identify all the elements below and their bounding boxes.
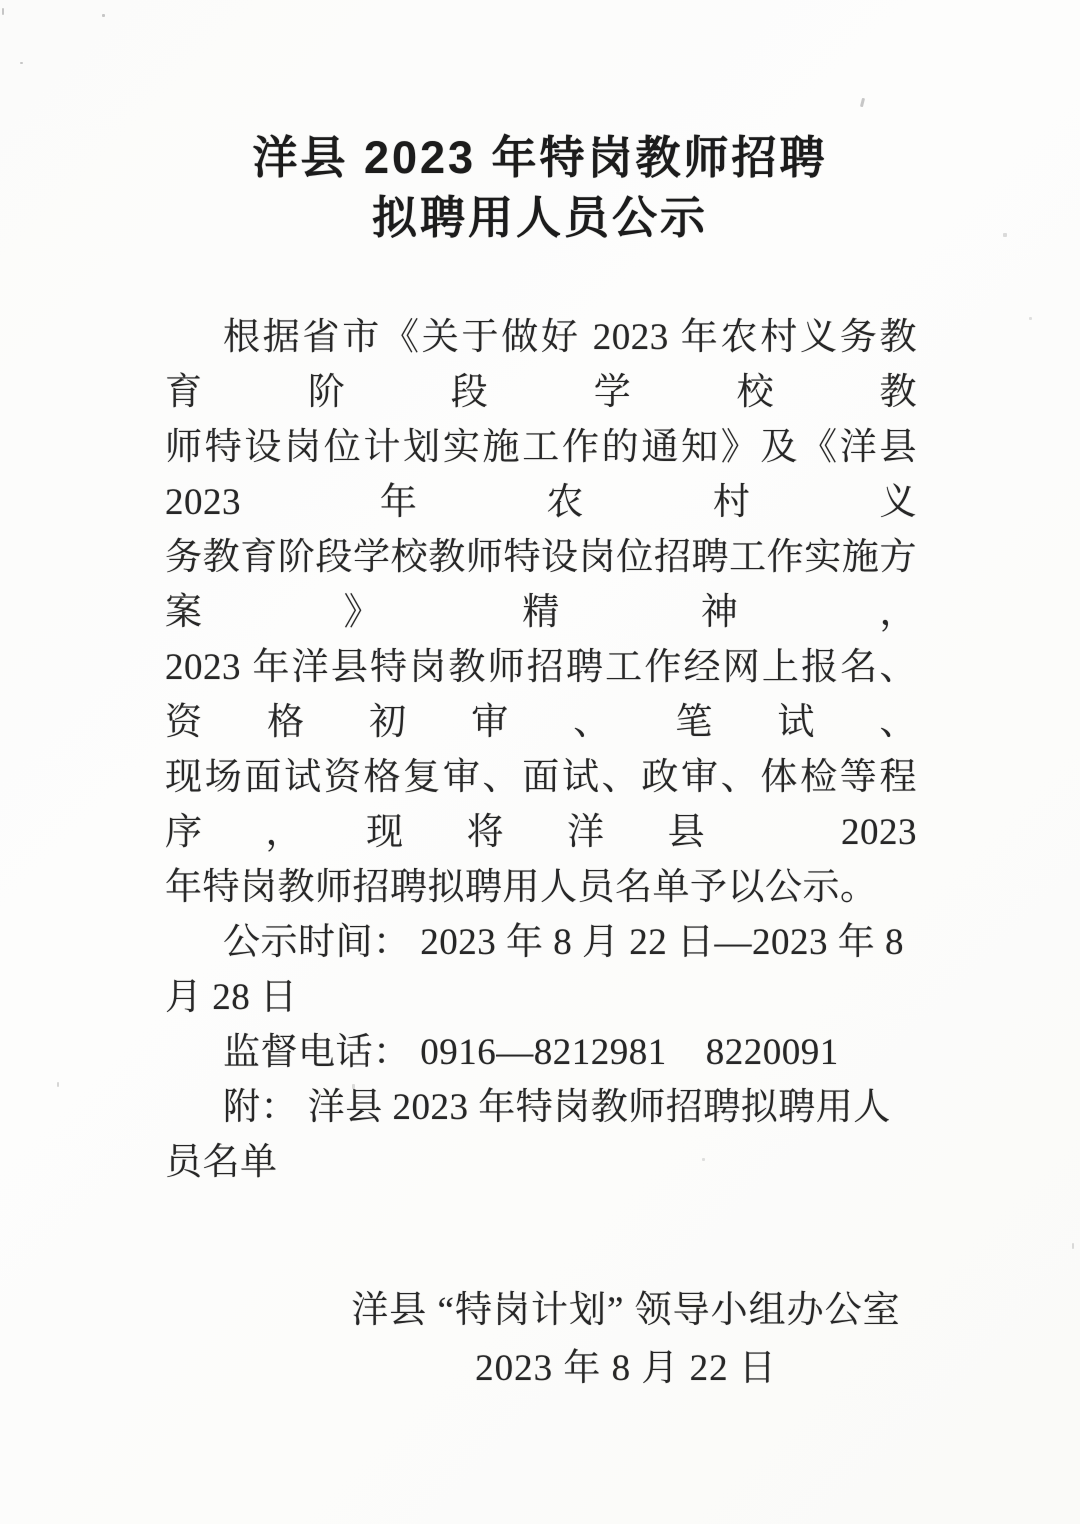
publicity-period-line: 公示时间： 2023 年 8 月 22 日—2023 年 8 月 28 日 — [165, 922, 914, 1018]
supervision-phone-line: 监督电话： 0916—8212981 8220091 — [223, 1032, 839, 1073]
scan-speck — [1029, 317, 1032, 320]
body-line: 根据省市《关于做好 2023 年农村义务教育阶段学校教 — [165, 317, 917, 413]
title-line-1: 洋县 2023 年特岗教师招聘 — [252, 132, 828, 183]
scan-speck — [57, 1082, 59, 1087]
signature-date: 2023 年 8 月 22 日 — [475, 1348, 777, 1389]
title-line-2: 拟聘用人员公示 — [371, 192, 708, 243]
body-line: 年特岗教师招聘拟聘用人员名单予以公示。 — [165, 867, 878, 908]
body-line: 务教育阶段学校教师特设岗位招聘工作实施方案》精神， — [165, 537, 917, 633]
body-line: 2023 年洋县特岗教师招聘工作经网上报名、资格初审、笔试、 — [165, 647, 917, 743]
scan-speck — [2, 8, 4, 15]
scan-speck — [20, 62, 23, 64]
body-line: 师特设岗位计划实施工作的通知》及《洋县 2023 年农村义 — [165, 427, 917, 523]
scan-speck — [702, 1158, 705, 1161]
signature-block — [0, 1282, 1080, 1398]
scan-speck — [102, 14, 105, 17]
document-body — [165, 310, 917, 1190]
scan-speck — [1072, 1243, 1074, 1249]
body-line: 现场面试资格复审、面试、政审、体检等程序，现将洋县 2023 — [165, 757, 917, 853]
scan-speck — [352, 1084, 355, 1089]
signature-organization: 洋县 “特岗计划” 领导小组办公室 — [351, 1290, 901, 1331]
attachment-line: 附： 洋县 2023 年特岗教师招聘拟聘用人员名单 — [165, 1087, 891, 1183]
document-title — [0, 0, 1080, 248]
scan-speck — [1003, 233, 1007, 237]
